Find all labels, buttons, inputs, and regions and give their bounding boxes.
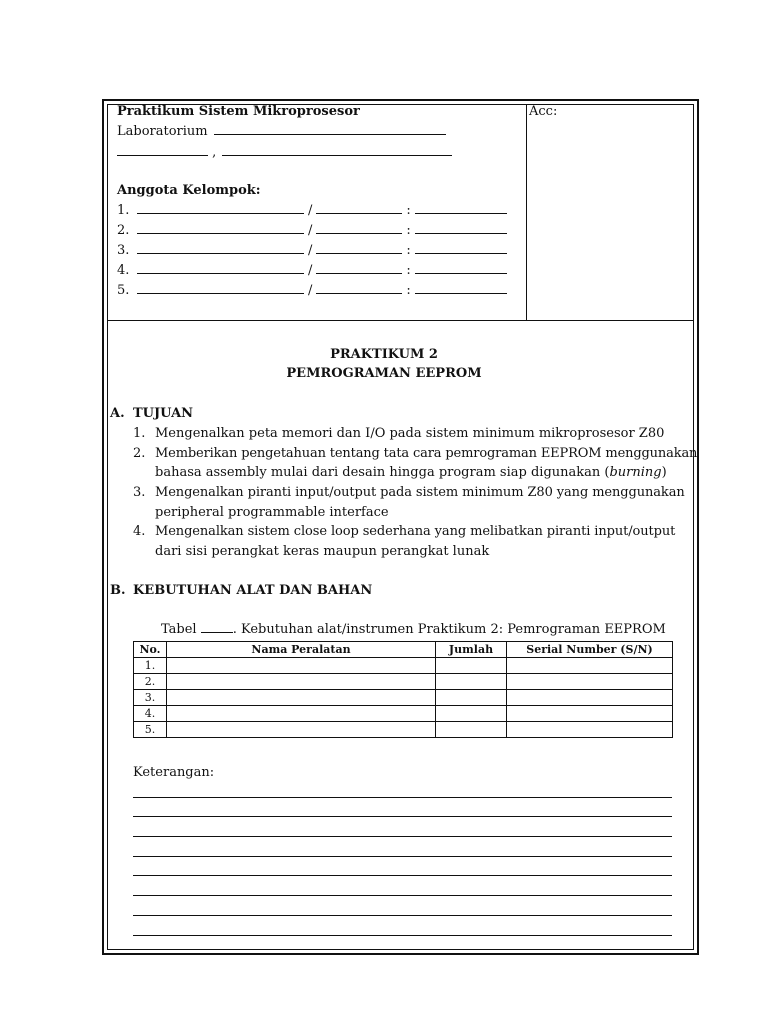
member-name-field[interactable]	[137, 292, 304, 294]
objective-number: 4.	[133, 524, 146, 539]
table-caption	[161, 622, 666, 637]
member-signature-field[interactable]	[415, 272, 507, 274]
row-number: 3.	[134, 690, 167, 706]
section-a-letter: A.	[110, 406, 125, 421]
quantity-cell[interactable]	[436, 706, 507, 722]
practicum-title: PEMROGRAMAN EEPROM	[286, 366, 482, 381]
member-id-field[interactable]	[316, 292, 402, 294]
equipment-name-cell[interactable]	[167, 706, 436, 722]
header-divider	[108, 320, 693, 321]
row-number: 1.	[134, 658, 167, 674]
notes-line[interactable]	[133, 895, 672, 896]
objective-number: 2.	[133, 446, 146, 461]
member-row	[117, 263, 507, 278]
equipment-name-cell[interactable]	[167, 722, 436, 738]
lab-city-field[interactable]	[117, 154, 208, 156]
practicum-number: PRAKTIKUM 2	[330, 347, 438, 362]
slash-separator: /	[308, 223, 313, 238]
objective-text-continued	[155, 465, 667, 480]
acc-label: Acc:	[529, 104, 558, 119]
objective-text: Mengenalkan piranti input/output pada sistem minimum Z80 yang menggunakan	[155, 485, 685, 500]
section-b-heading: KEBUTUHAN ALAT DAN BAHAN	[133, 583, 373, 598]
slash-separator: /	[308, 243, 313, 258]
member-id-field[interactable]	[316, 272, 402, 274]
caption-prefix: Tabel	[161, 622, 201, 637]
objective-number: 1.	[133, 426, 146, 441]
notes-line[interactable]	[133, 836, 672, 837]
col-header-quantity: Jumlah	[436, 642, 507, 658]
equipment-table	[133, 641, 673, 738]
table-row	[134, 722, 673, 738]
row-number: 5.	[134, 722, 167, 738]
colon-separator: :	[406, 203, 411, 218]
member-row	[117, 243, 507, 258]
quantity-cell[interactable]	[436, 658, 507, 674]
table-number-field[interactable]	[201, 631, 233, 633]
quantity-cell[interactable]	[436, 690, 507, 706]
member-number: 2.	[117, 223, 130, 238]
colon-separator: :	[406, 243, 411, 258]
notes-line[interactable]	[133, 875, 672, 876]
member-number: 4.	[117, 263, 130, 278]
objective-text-part: bahasa assembly mulai dari desain hingga program siap digunakan (	[155, 465, 610, 480]
notes-line[interactable]	[133, 816, 672, 817]
member-id-field[interactable]	[316, 212, 402, 214]
notes-label: Keterangan:	[133, 765, 215, 780]
serial-number-cell[interactable]	[507, 690, 673, 706]
member-row	[117, 283, 507, 298]
acc-divider	[526, 105, 527, 320]
objective-text: Memberikan pengetahuan tentang tata cara pemrograman EEPROM menggunakan	[155, 446, 698, 461]
objective-text: Mengenalkan sistem close loop sederhana yang melibatkan piranti input/output	[155, 524, 676, 539]
colon-separator: :	[406, 283, 411, 298]
lab-date-field[interactable]	[222, 154, 452, 156]
member-name-field[interactable]	[137, 232, 304, 234]
lab-row	[117, 124, 446, 139]
serial-number-cell[interactable]	[507, 706, 673, 722]
colon-separator: :	[406, 223, 411, 238]
col-header-no: No.	[134, 642, 167, 658]
notes-line[interactable]	[133, 856, 672, 857]
equipment-name-cell[interactable]	[167, 674, 436, 690]
member-signature-field[interactable]	[415, 232, 507, 234]
serial-number-cell[interactable]	[507, 674, 673, 690]
notes-line[interactable]	[133, 935, 672, 936]
member-number: 1.	[117, 203, 130, 218]
member-signature-field[interactable]	[415, 212, 507, 214]
member-number: 5.	[117, 283, 130, 298]
row-number: 2.	[134, 674, 167, 690]
table-row	[134, 690, 673, 706]
table-row	[134, 674, 673, 690]
notes-line[interactable]	[133, 797, 672, 798]
col-header-equipment: Nama Peralatan	[167, 642, 436, 658]
quantity-cell[interactable]	[436, 674, 507, 690]
caption-suffix: . Kebutuhan alat/instrumen Praktikum 2: Pemrograman EEPROM	[232, 622, 666, 637]
colon-separator: :	[406, 263, 411, 278]
member-name-field[interactable]	[137, 212, 304, 214]
quantity-cell[interactable]	[436, 722, 507, 738]
member-id-field[interactable]	[316, 232, 402, 234]
col-header-serial: Serial Number (S/N)	[507, 642, 673, 658]
member-row	[117, 223, 507, 238]
equipment-name-cell[interactable]	[167, 690, 436, 706]
comma-separator: ,	[212, 145, 217, 160]
objective-text-continued: peripheral programmable interface	[155, 505, 389, 520]
section-a-heading: TUJUAN	[133, 406, 194, 421]
serial-number-cell[interactable]	[507, 722, 673, 738]
table-header-row	[134, 642, 673, 658]
table-row	[134, 706, 673, 722]
table-row	[134, 658, 673, 674]
objective-number: 3.	[133, 485, 146, 500]
objective-text: Mengenalkan peta memori dan I/O pada sistem minimum mikroprosesor Z80	[155, 426, 665, 441]
objective-italic-term: burning	[609, 465, 662, 480]
member-row	[117, 203, 507, 218]
group-label: Anggota Kelompok:	[117, 183, 261, 198]
course-title: Praktikum Sistem Mikroprosesor	[117, 104, 360, 119]
row-number: 4.	[134, 706, 167, 722]
member-signature-field[interactable]	[415, 252, 507, 254]
equipment-name-cell[interactable]	[167, 658, 436, 674]
table-body	[134, 658, 673, 738]
lab-location-row	[117, 145, 452, 160]
lab-label: Laboratorium	[117, 124, 208, 139]
slash-separator: /	[308, 203, 313, 218]
member-name-field[interactable]	[137, 272, 304, 274]
serial-number-cell[interactable]	[507, 658, 673, 674]
member-signature-field[interactable]	[415, 292, 507, 294]
section-b-letter: B.	[110, 583, 126, 598]
member-id-field[interactable]	[316, 252, 402, 254]
notes-line[interactable]	[133, 915, 672, 916]
member-number: 3.	[117, 243, 130, 258]
lab-name-field[interactable]	[214, 133, 446, 135]
slash-separator: /	[308, 283, 313, 298]
objective-close-paren: )	[661, 465, 667, 480]
slash-separator: /	[308, 263, 313, 278]
member-name-field[interactable]	[137, 252, 304, 254]
objective-text-continued: dari sisi perangkat keras maupun perangkat lunak	[155, 544, 490, 559]
